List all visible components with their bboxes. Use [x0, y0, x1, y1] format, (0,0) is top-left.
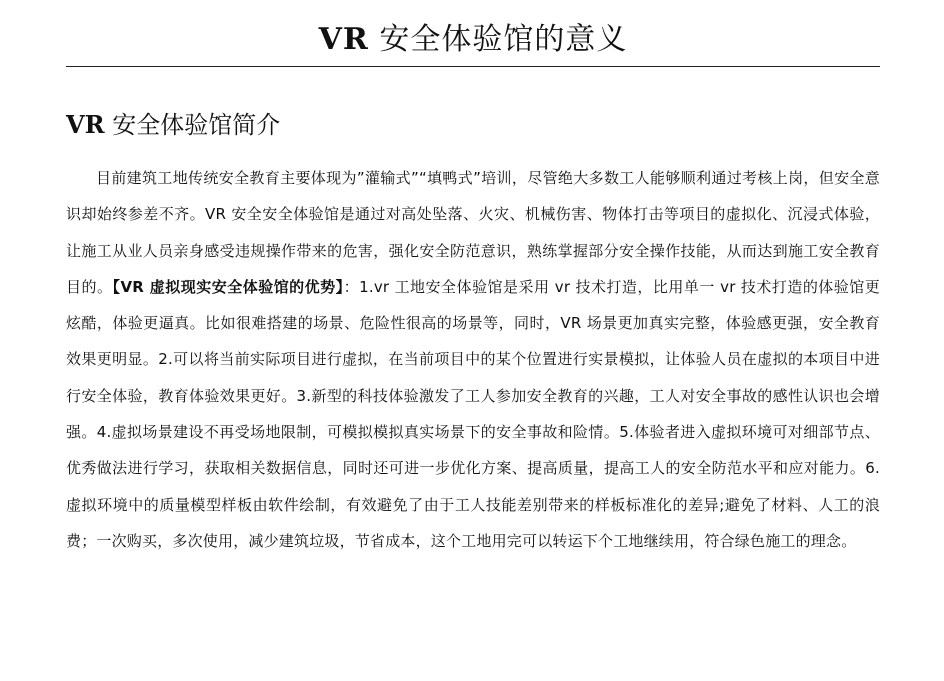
document-title	[66, 18, 880, 62]
body-text-part2: ：1.vr 工地安全体验馆是采用 vr 技术打造，比用单一 vr 技术打造的体验馆更炫酷，体验更逼真。比如很难搭建的场景、危险性很高的场景等，同时，VR 场景更加真实完整，体验感更强，安全教育效果更明显。2.可以将当前实际项目进行虚拟，在当前项目中的某个位置进行实景模拟，让体验人员在虚拟的本项目中进行安全体验，教育体验效果更好。3.新型的科技体验激发了工人参加安全教育的兴趣，工人对安全事故的感性认识也会增强。4.虚拟场景建设不再受场地限制，可模拟模拟真实场景下的安全事故和险情。5.体验者进入虚拟环境可对细部节点、优秀做法进行学习，获取相关数据信息，同时还可进一步优化方案、提高质量，提高工人的安全防范水平和应对能力。6.虚拟环境中的质量模型样板由软件绘制，有效避免了由于工人技能差别带来的样板标准化的差异;避免了材料、人工的浪费；一次购买，多次使用，减少建筑垃圾，节省成本，这个工地用完可以转运下个工地继续用，符合绿色施工的理念。	[66, 277, 880, 550]
section-heading-text: 安全体验馆简介	[104, 111, 281, 139]
section-heading	[66, 108, 280, 142]
document-title-prefix: VR	[318, 22, 369, 57]
advantages-heading-inline: 【VR 虚拟现实安全体验馆的优势】	[112, 277, 344, 296]
body-text-part1: 目前建筑工地传统安全教育主要体现为”灌输式”“填鸭式”培训，尽管绝大多数工人能够顺利通过考核上岗，但安全意识却始终参差不齐。VR 安全安全体验馆是通过对高处坠落、火灾、机械伤害、物体打击等项目的虚拟化、沉浸式体验，让施工从业人员亲身感受违规操作带来的危害，强化安全防范意识，熟练掌握部分安全操作技能，从而达到施工安全教育目的。	[66, 169, 880, 296]
section-heading-prefix: VR	[66, 110, 105, 139]
body-paragraph	[66, 160, 880, 559]
document-title-text: 安全体验馆的意义	[368, 22, 628, 57]
title-divider	[66, 66, 880, 67]
